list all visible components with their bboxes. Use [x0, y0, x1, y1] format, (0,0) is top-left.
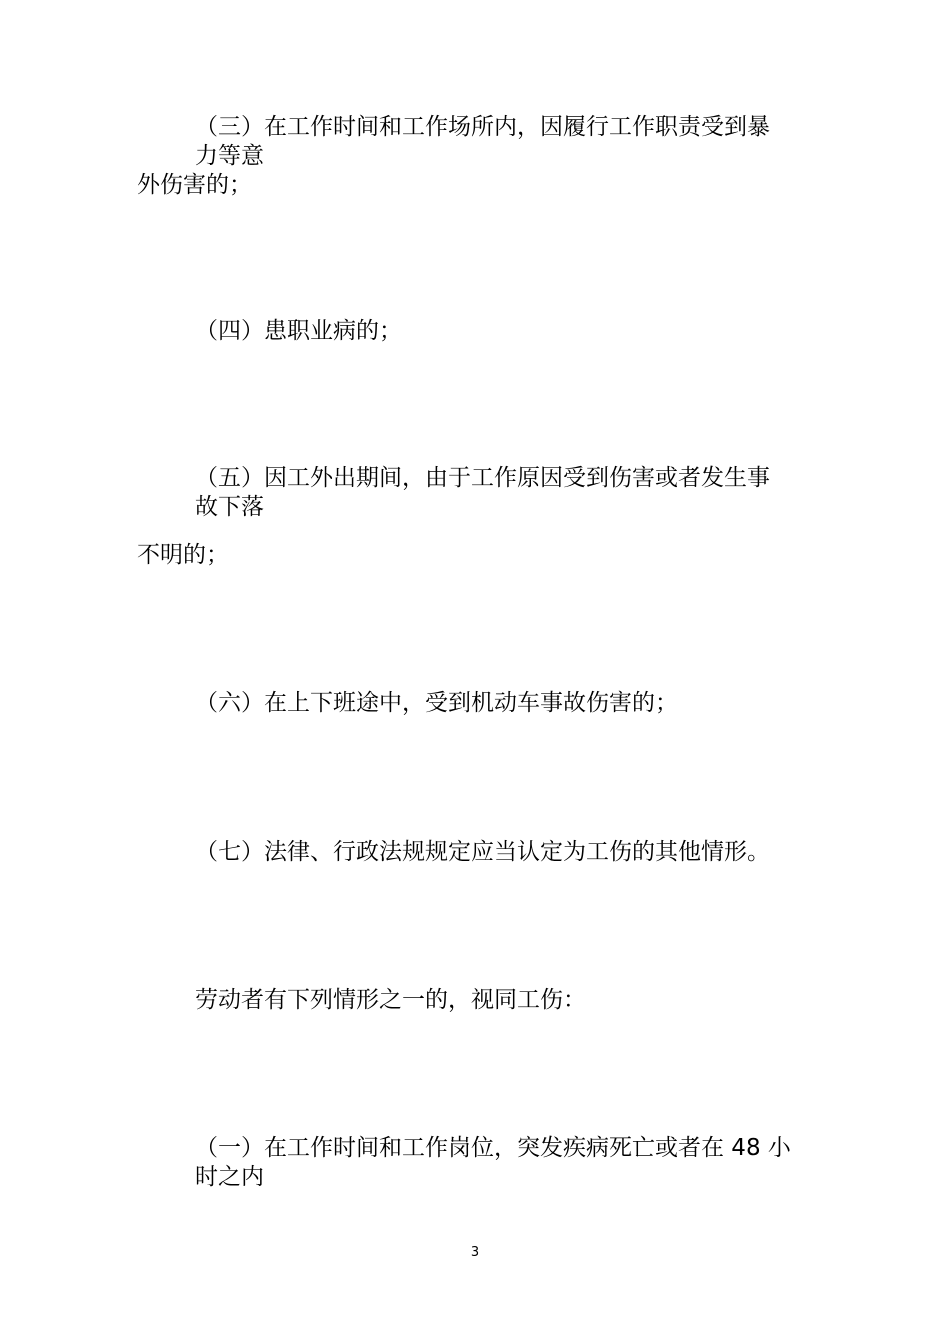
item-5-line-2: 故下落 [195, 494, 264, 520]
page-number: 3 [470, 1245, 480, 1260]
deemed-item-1-line-1: （一）在工作时间和工作岗位，突发疾病死亡或者在 48 小 [195, 1135, 791, 1161]
item-7-line-1: （七）法律、行政法规规定应当认定为工伤的其他情形。 [195, 839, 770, 865]
deemed-injury-heading: 劳动者有下列情形之一的，视同工伤： [195, 987, 586, 1013]
item-5-line-3: 不明的； [137, 542, 229, 568]
item-5-line-1: （五）因工外出期间，由于工作原因受到伤害或者发生事 [195, 465, 770, 491]
item-4-line-1: （四）患职业病的； [195, 318, 402, 344]
deemed-item-1-line-2: 时之内 [195, 1164, 264, 1190]
item-3-line-1: （三）在工作时间和工作场所内，因履行工作职责受到暴 [195, 114, 770, 140]
item-3-line-3: 外伤害的； [137, 172, 252, 198]
item-6-line-1: （六）在上下班途中，受到机动车事故伤害的； [195, 690, 678, 716]
item-3-line-2: 力等意 [195, 143, 264, 169]
